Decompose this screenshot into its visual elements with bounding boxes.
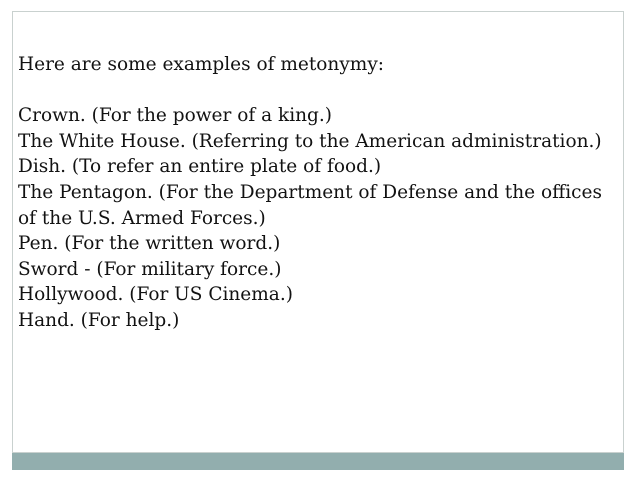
slide-content xyxy=(18,52,603,334)
slide-heading: Here are some examples of metonymy: xyxy=(18,54,385,75)
example-item: The White House. (Referring to the American administration.) xyxy=(18,130,602,152)
example-item: Dish. (To refer an entire plate of food.) xyxy=(18,156,382,178)
example-item: The Pentagon. (For the Department of Defense and the offices of the U.S. Armed Forces.) xyxy=(18,181,602,229)
example-item: Hand. (For help.) xyxy=(18,309,180,331)
example-item: Crown. (For the power of a king.) xyxy=(18,105,332,127)
example-item: Pen. (For the written word.) xyxy=(18,233,281,255)
examples-list xyxy=(18,103,603,333)
example-item: Hollywood. (For US Cinema.) xyxy=(18,284,293,306)
example-item: Sword - (For military force.) xyxy=(18,258,282,280)
slide-bottom-bar xyxy=(12,453,624,470)
